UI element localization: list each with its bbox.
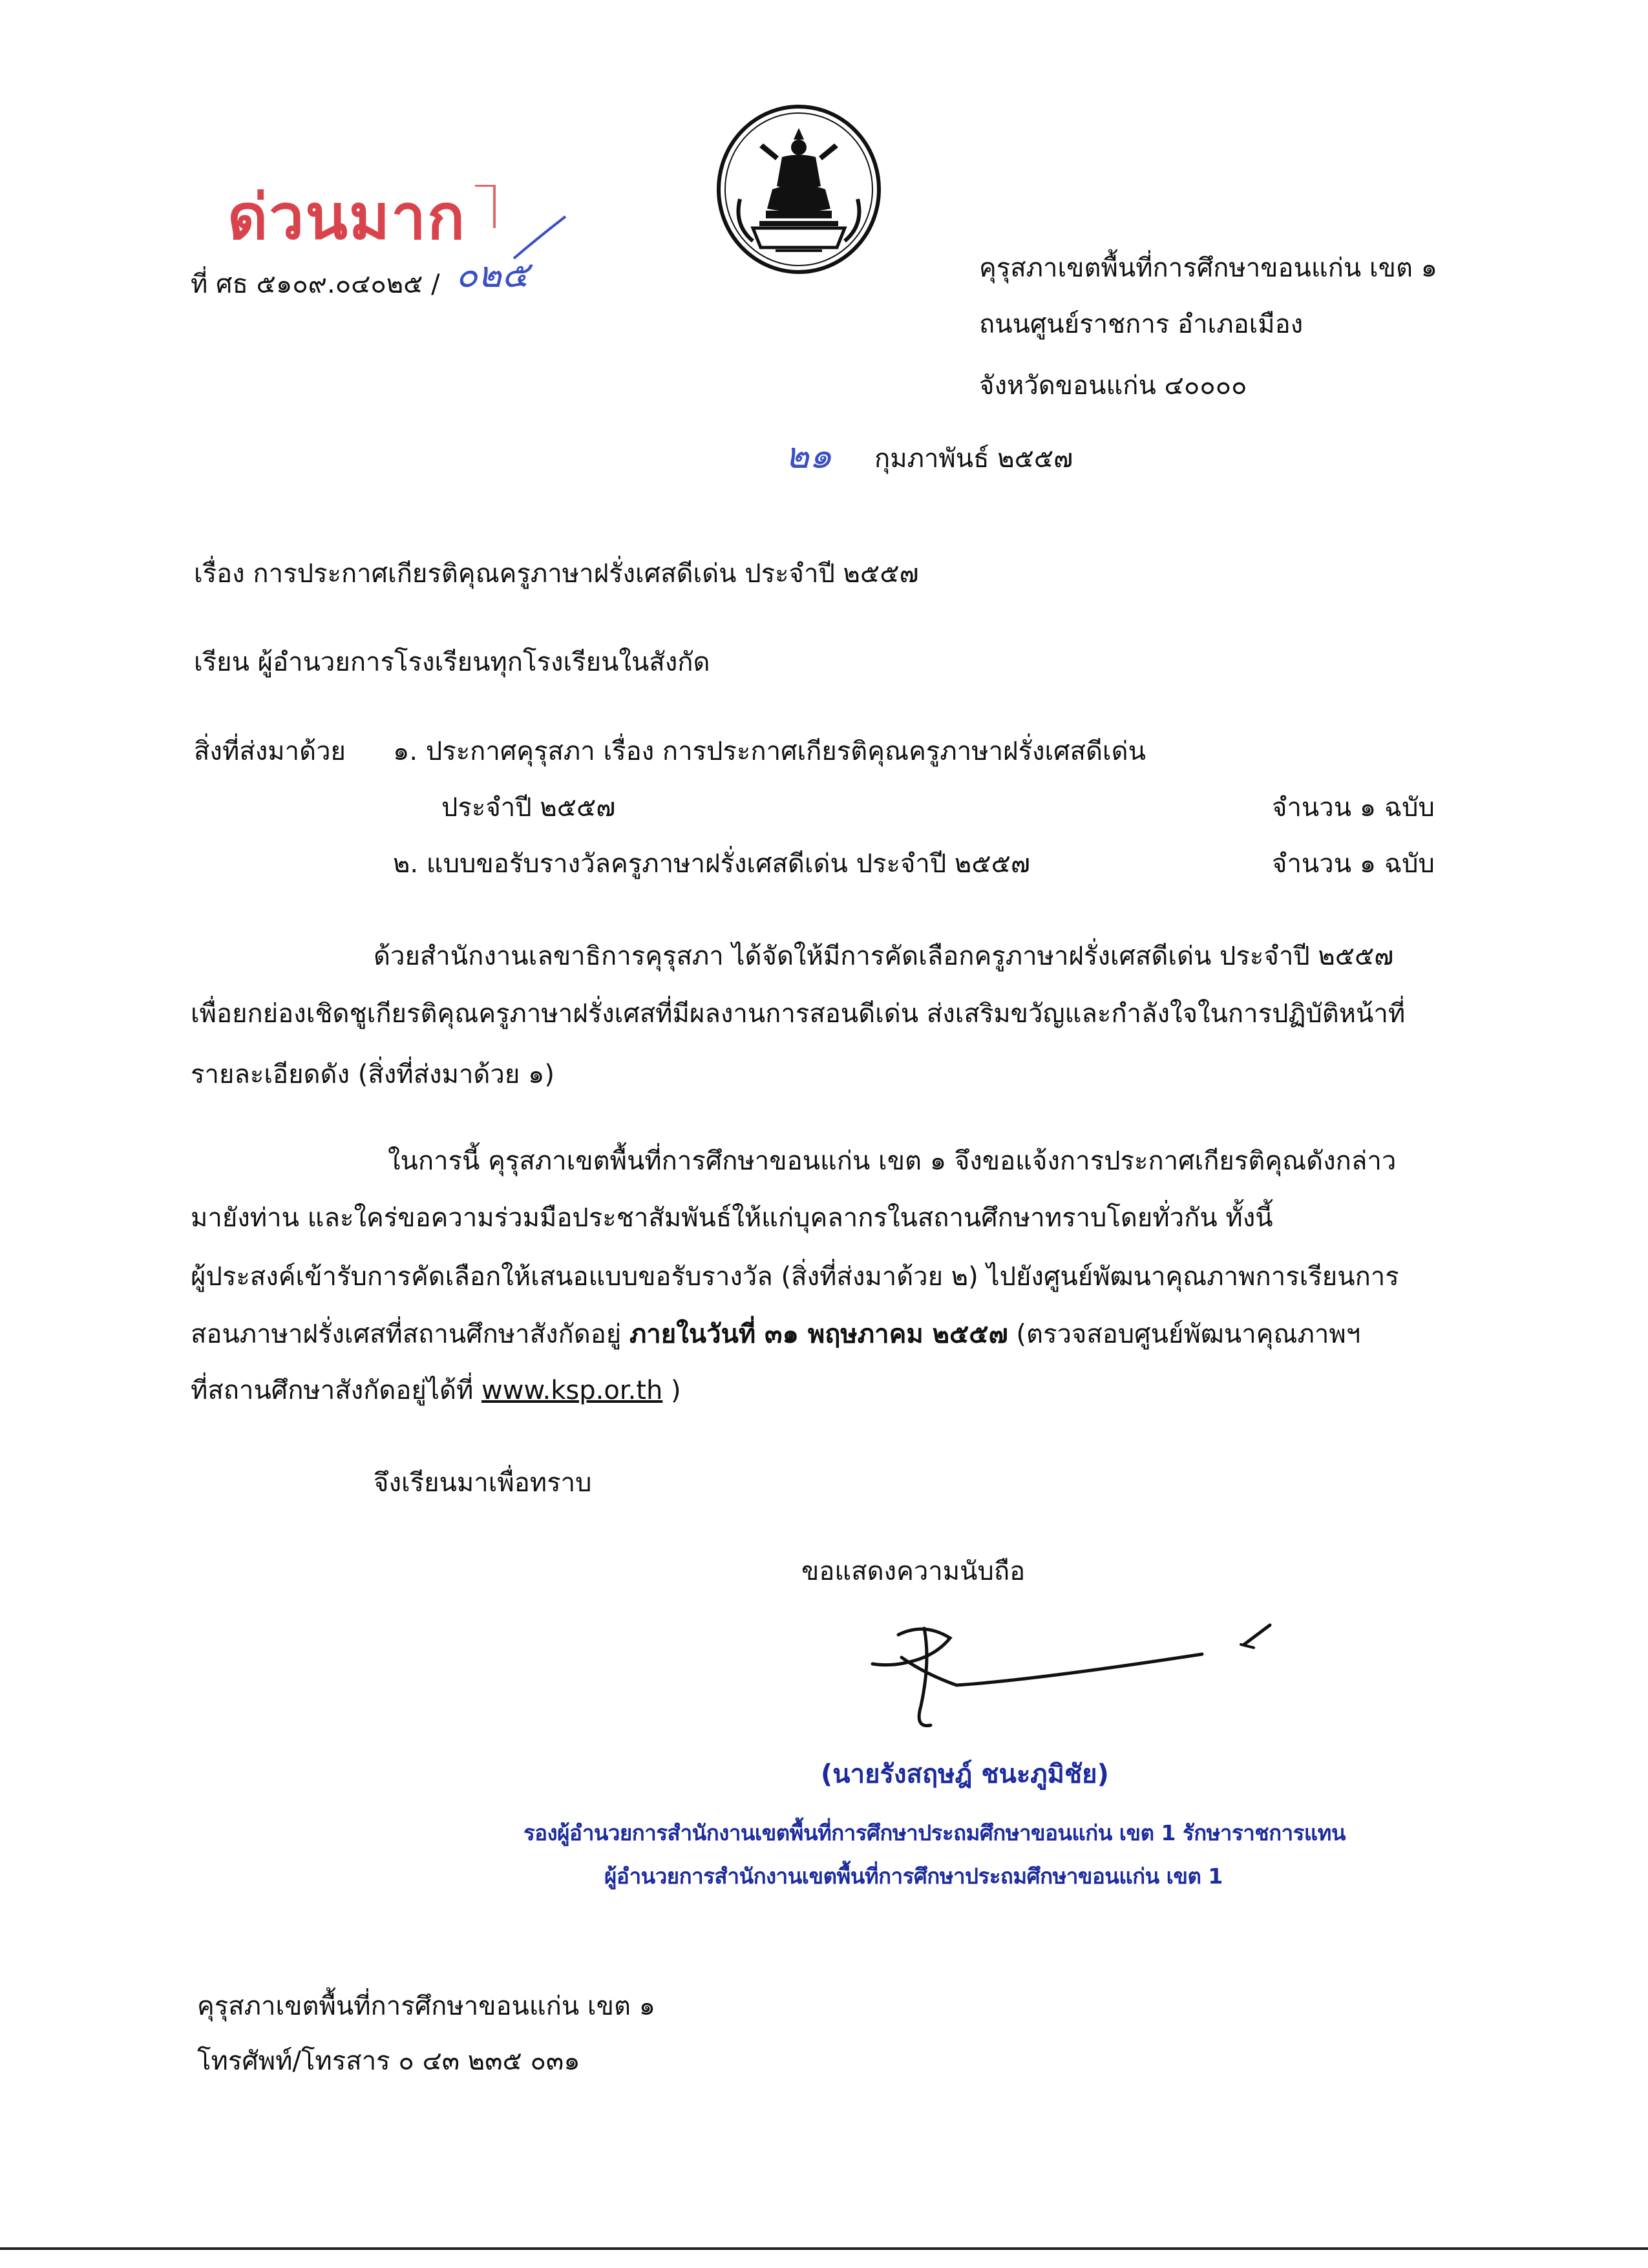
reference-number: ที่ ศธ ๕๑๐๙.๐๔๐๒๕ / (191, 269, 440, 299)
closing-line: จึงเรียนมาเพื่อทราบ (374, 1468, 592, 1498)
enclosures-label: สิ่งที่ส่งมาด้วย (194, 737, 346, 766)
body-paragraph-line: เพื่อยกย่องเชิดชูเกียรติคุณครูภาษาฝรั่งเศสที่มีผลงานการสอนดีเด่น ส่งเสริมขวัญและกำลังใจในการปฏิบัติหน้าที่ (191, 999, 1406, 1029)
body-text: (ตรวจสอบศูนย์พัฒนาคุณภาพฯ (1008, 1319, 1361, 1349)
website-link[interactable]: www.ksp.or.th (481, 1376, 663, 1405)
body-text: ) (662, 1376, 681, 1405)
handwriting-stroke (511, 213, 569, 265)
body-text: สอนภาษาฝรั่งเศสที่สถานศึกษาสังกัดอยู่ (191, 1319, 629, 1349)
body-paragraph-line: ผู้ประสงค์เข้ารับการคัดเลือกให้เสนอแบบขอรับรางวัล (สิ่งที่ส่งมาด้วย ๒) ไปยังศูนย์พัฒนาคุณภาพการเรียนการ (191, 1262, 1399, 1292)
sender-address-line: ถนนศูนย์ราชการ อำเภอเมือง (979, 310, 1304, 339)
enclosure-quantity: จำนวน ๑ ฉบับ (1272, 849, 1435, 879)
teachers-council-seal-icon (714, 102, 883, 277)
body-paragraph-line (191, 1321, 1360, 1347)
subject-line: เรื่อง การประกาศเกียรติคุณครูภาษาฝรั่งเศสดีเด่น ประจำปี ๒๕๕๗ (194, 559, 919, 589)
body-text: ที่สถานศึกษาสังกัดอยู่ได้ที่ (191, 1376, 482, 1405)
signer-title: ผู้อำนวยการสำนักงานเขตพื้นที่การศึกษาประถมศึกษาขอนแก่น เขต 1 (604, 1864, 1223, 1889)
enclosure-quantity: จำนวน ๑ ฉบับ (1272, 793, 1435, 823)
body-paragraph-line: มายังท่าน และใคร่ขอความร่วมมือประชาสัมพันธ์ให้แก่บุคลากรในสถานศึกษาทราบโดยทั่วกัน ทั้งนี้ (191, 1203, 1273, 1233)
handwritten-signature (776, 1609, 1293, 1738)
footer-organization: คุรุสภาเขตพื้นที่การศึกษาขอนแก่น เขต ๑ (197, 1991, 656, 2021)
footer-phone: โทรศัพท์/โทรสาร ๐ ๔๓ ๒๓๕ ๐๓๑ (197, 2046, 580, 2076)
body-paragraph-line: ในการนี้ คุรุสภาเขตพื้นที่การศึกษาขอนแก่น เขต ๑ จึงขอแจ้งการประกาศเกียรติคุณดังกล่าว (388, 1146, 1397, 1176)
urgent-stamp: ด่วนมาก (227, 181, 467, 253)
body-paragraph-line: รายละเอียดดัง (สิ่งที่ส่งมาด้วย ๑) (191, 1060, 555, 1089)
sender-address-line: จังหวัดขอนแก่น ๔๐๐๐๐ (979, 371, 1247, 401)
enclosure-item: ๑. ประกาศคุรุสภา เรื่อง การประกาศเกียรติคุณครูภาษาฝรั่งเศสดีเด่น (393, 737, 1146, 766)
body-paragraph-line: ด้วยสำนักงานเลขาธิการคุรุสภา ได้จัดให้มีการคัดเลือกครูภาษาฝรั่งเศสดีเด่น ประจำปี ๒๕๕๗ (374, 941, 1394, 971)
regards-line: ขอแสดงความนับถือ (801, 1557, 1026, 1586)
date-text: กุมภาพันธ์ ๒๕๕๗ (874, 444, 1073, 474)
sender-address-line: คุรุสภาเขตพื้นที่การศึกษาขอนแก่น เขต ๑ (979, 253, 1438, 283)
signer-name: (นายรังสฤษฎ์ ชนะภูมิชัย) (821, 1759, 1109, 1789)
body-paragraph-line (191, 1378, 681, 1403)
urgent-stamp-frame (475, 185, 496, 228)
enclosure-item-continued: ประจำปี ๒๕๕๗ (441, 793, 616, 823)
date-handwritten: ๒๑ (785, 435, 832, 477)
enclosure-item: ๒. แบบขอรับรางวัลครูภาษาฝรั่งเศสดีเด่น ประจำปี ๒๕๕๗ (393, 849, 1030, 879)
deadline-text: ภายในวันที่ ๓๑ พฤษภาคม ๒๕๕๗ (629, 1319, 1008, 1349)
page-edge-line (0, 2247, 1648, 2250)
signer-title: รองผู้อำนวยการสำนักงานเขตพื้นที่การศึกษาประถมศึกษาขอนแก่น เขต 1 รักษาราชการแทน (523, 1820, 1346, 1845)
reference-handwritten: ๐๒๕ (456, 254, 529, 296)
recipient-line: เรียน ผู้อำนวยการโรงเรียนทุกโรงเรียนในสังกัด (194, 647, 710, 677)
